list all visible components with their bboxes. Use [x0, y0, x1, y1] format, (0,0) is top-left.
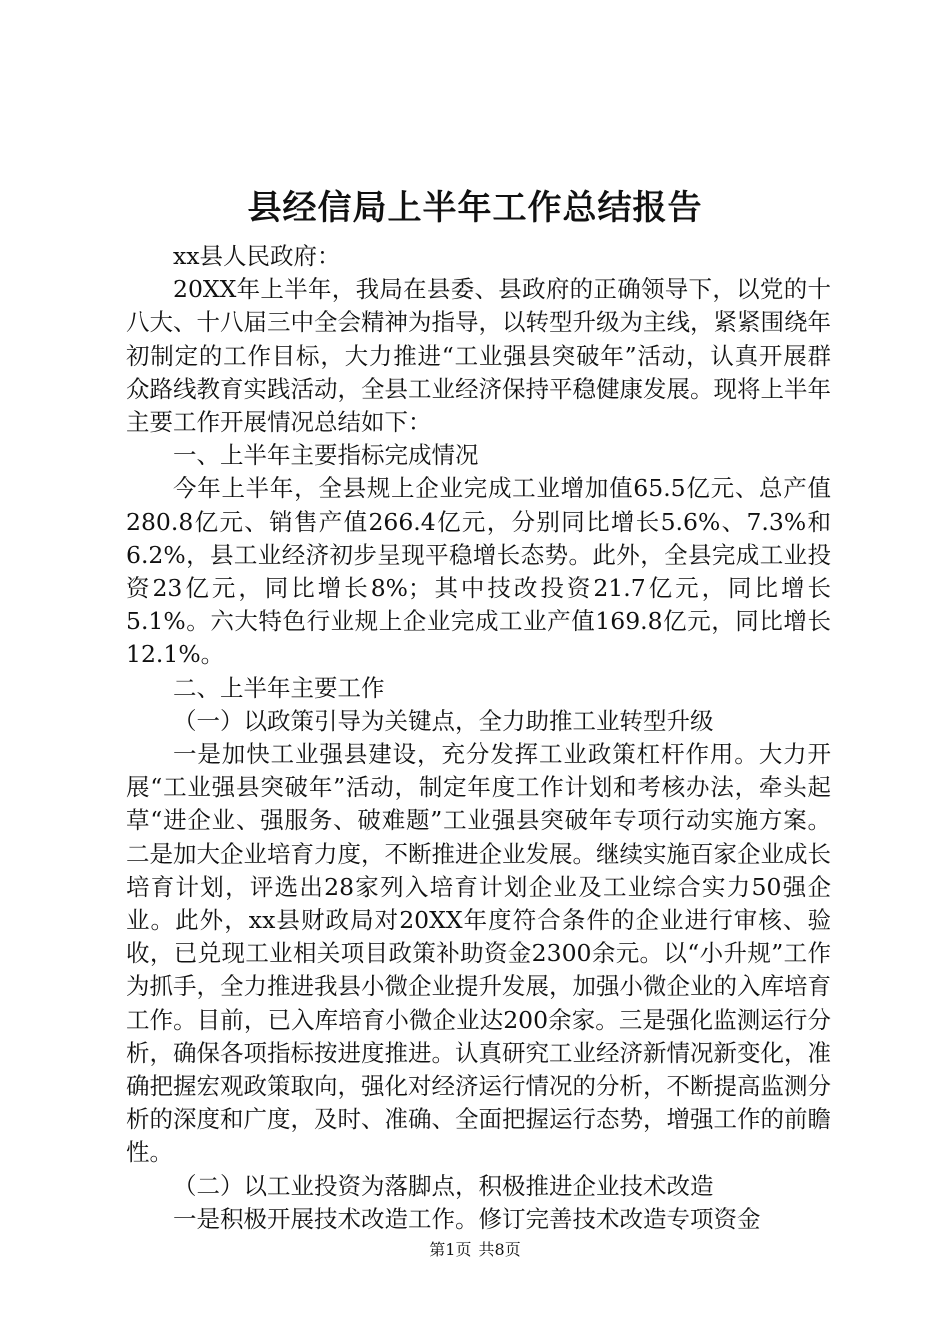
page-total: 共8页 [478, 1240, 521, 1259]
document-body [126, 240, 831, 1236]
subsection-heading-2: （二）以工业投资为落脚点，积极推进企业技术改造 [173, 1171, 714, 1200]
page-footer [0, 1240, 950, 1260]
intro-paragraph: 20XX年上半年，我局在县委、县政府的正确领导下，以党的十八大、十八届三中全会精神为指导，以转型升级为主线，紧紧围绕年初制定的工作目标，大力推进“工业强县突破年”活动，认真开展群众路线教育实践活动，全县工业经济保持平稳健康发展。现将上半年主要工作开展情况总结如下： [126, 275, 831, 437]
section-heading-1: 一、上半年主要指标完成情况 [173, 441, 479, 470]
subsection-heading-1: （一）以政策引导为关键点，全力助推工业转型升级 [173, 706, 714, 735]
section-heading-2: 二、上半年主要工作 [173, 673, 385, 702]
policy-paragraph: 一是加快工业强县建设，充分发挥工业政策杠杆作用。大力开展“工业强县突破年”活动，制定年度工作计划和考核办法，牵头起草“进企业、强服务、破难题”工业强县突破年专项行动实施方案。二是加大企业培育力度，不断推进企业发展。继续实施百家企业成长培育计划，评选出28家列入培育计划企业及工业综合实力50强企业。此外，xx县财政局对20XX年度符合条件的企业进行审核、验收，已兑现工业相关项目政策补助资金2300余元。以“小升规”工作为抓手，全力推进我县小微企业提升发展，加强小微企业的入库培育工作。目前，已入库培育小微企业达200余家。三是强化监测运行分析，确保各项指标按进度推进。认真研究工业经济新情况新变化，准确把握宏观政策取向，强化对经济运行情况的分析，不断提高监测分析的深度和广度，及时、准确、全面把握运行态势，增强工作的前瞻性。 [126, 740, 831, 1167]
salutation: xx县人民政府： [173, 242, 341, 270]
tech-reform-paragraph: 一是积极开展技术改造工作。修订完善技术改造专项资金 [173, 1204, 761, 1233]
page-number: 第1页 [429, 1240, 472, 1259]
document-title: 县经信局上半年工作总结报告 [247, 188, 703, 228]
indicators-paragraph: 今年上半年，全县规上企业完成工业增加值65.5亿元、总产值280.8亿元、销售产值266.4亿元，分别同比增长5.6%、7.3%和6.2%，县工业经济初步呈现平稳增长态势。此外，全县完成工业投资23亿元，同比增长8%；其中技改投资21.7亿元，同比增长5.1%。六大特色行业规上企业完成工业产值169.8亿元，同比增长12.1%。 [126, 474, 831, 669]
